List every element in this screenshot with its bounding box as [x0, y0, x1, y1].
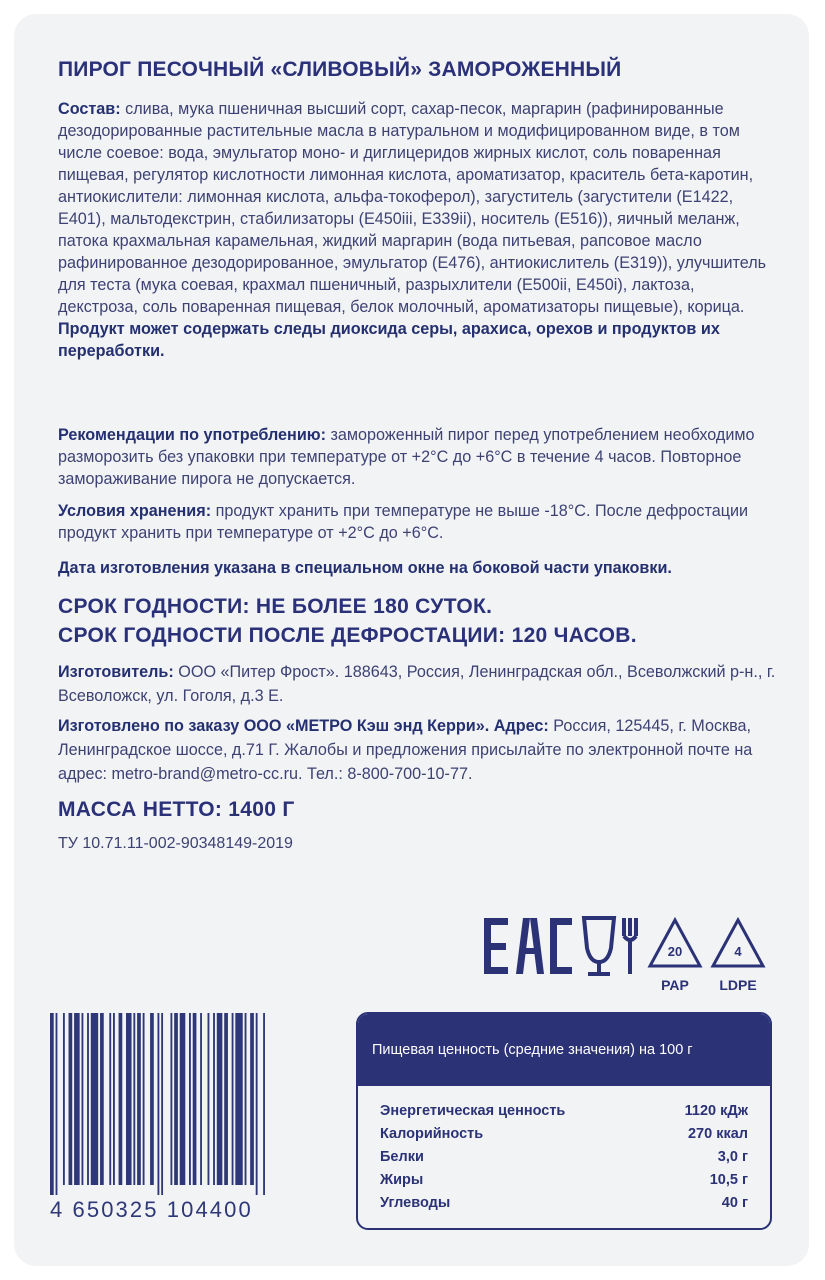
- barcode-digits: 4 650325 104400: [50, 1197, 253, 1222]
- eac-icon: [484, 918, 572, 974]
- nutrition-value: 270 ккал: [687, 1126, 748, 1142]
- nutrition-name: Калорийность: [380, 1126, 484, 1142]
- nutrition-row: [380, 1146, 748, 1169]
- nutrition-value: 10,5 г: [709, 1172, 748, 1188]
- storage: [58, 500, 778, 544]
- nutrition-row: [380, 1169, 748, 1192]
- barcode: [48, 1013, 326, 1195]
- tu-code: ТУ 10.71.11-002-90348149-2019: [58, 835, 293, 852]
- ordered-text: Россия, 125445, г. Москва, Ленинградское шоссе, д.71 Г. Жалобы и предложения присылайте по электронной почте на адрес: metro-brand@metro-cc.ru. Тел.: 8-800-700-10-77.: [58, 717, 753, 783]
- net-weight: МАССА НЕТТО: 1400 Г: [58, 798, 295, 821]
- ordered-by: [58, 714, 778, 786]
- nutrition-name: Углеводы: [380, 1195, 451, 1211]
- certification-icons: [480, 912, 780, 1002]
- ordered-label: Изготовлено по заказу ООО «МЕТРО Кэш энд Керри». Адрес:: [58, 717, 549, 735]
- nutrition-name: Энергетическая ценность: [380, 1103, 566, 1119]
- usage-text: замороженный пирог перед употреблением необходимо разморозить без упаковки при температуре от +2°С до +6°С в течение 4 часов. Повторное замораживание пирога не допускается.: [58, 426, 755, 488]
- nutrition-value: 3,0 г: [717, 1149, 748, 1165]
- recycle2-label: LDPE: [719, 977, 757, 993]
- manufacturer-text: ООО «Питер Фрост». 188643, Россия, Ленинградская обл., Всеволжский р-н., г. Всеволожск, ул. Гоголя, д.3 Е.: [58, 663, 776, 705]
- usage: [58, 424, 778, 490]
- usage-label: Рекомендации по употреблению:: [58, 426, 326, 444]
- recycle2-num: 4: [734, 944, 742, 959]
- composition-text: слива, мука пшеничная высший сорт, сахар-песок, маргарин (рафинированные дезодорированные растительные масла в натуральном и модифицированном виде, в том числе соевое: вода, эмульгатор моно- и диглицеридов жирных кислот, соль поваренная пищевая, регулятор кислотности лимонная кислота, ароматизатор, краситель бета-каротин, антиокислители: лимонная кислота, альфа-токоферол), загуститель (загустители (E1422, E401), мальтодекстрин, стабилизаторы (E450iii, E339ii), носитель (E516)), яичный меланж, патока крахмальная карамельная, жидкий маргарин (вода питьевая, рапсовое масло рафинированное дезодорированное, эмульгатор (E476), антиокислитель (E319)), улучшитель для теста (мука соевая, крахмал пшеничный, разрыхлители (E500ii, E450i), лактоза, декстроза, соль поваренная пищевая, белок молочный, ароматизаторы пищевые), корица.: [58, 100, 767, 316]
- recycle1-num: 20: [667, 944, 683, 959]
- glass-fork-icon: [584, 918, 636, 974]
- nutrition-row: [380, 1123, 748, 1146]
- nutrition-table: [356, 1012, 772, 1230]
- storage-text: продукт хранить при температуре не выше -18°С. После дефростации продукт хранить при температуре от +2°С до +6°С.: [58, 502, 749, 542]
- recycle1-label: PAP: [661, 977, 689, 993]
- shelf-life: СРОК ГОДНОСТИ: НЕ БОЛЕЕ 180 СУТОК.: [58, 595, 493, 618]
- nutrition-row: [380, 1100, 748, 1123]
- date-note: Дата изготовления указана в специальном окне на боковой части упаковки.: [58, 559, 672, 577]
- recycle-ldpe-icon: [713, 920, 763, 966]
- nutrition-row: [380, 1192, 748, 1215]
- composition: [58, 98, 778, 362]
- composition-label: Состав:: [58, 100, 121, 118]
- recycle-pap-icon: [650, 920, 700, 966]
- nutrition-value: 40 г: [721, 1195, 748, 1211]
- shelf-life-defrost: СРОК ГОДНОСТИ ПОСЛЕ ДЕФРОСТАЦИИ: 120 ЧАСОВ.: [58, 624, 637, 647]
- nutrition-name: Белки: [380, 1149, 424, 1165]
- nutrition-name: Жиры: [380, 1172, 424, 1188]
- nutrition-header: Пищевая ценность (средние значения) на 100 г: [358, 1014, 770, 1086]
- manufacturer-label: Изготовитель:: [58, 663, 174, 681]
- manufacturer: [58, 660, 778, 708]
- storage-label: Условия хранения:: [58, 502, 212, 520]
- nutrition-value: 1120 кДж: [684, 1103, 748, 1119]
- nutrition-rows: [358, 1086, 770, 1215]
- product-title: ПИРОГ ПЕСОЧНЫЙ «СЛИВОВЫЙ» ЗАМОРОЖЕННЫЙ: [58, 58, 622, 81]
- allergen-warning: Продукт может содержать следы диоксида серы, арахиса, орехов и продуктов их переработки.: [58, 320, 720, 360]
